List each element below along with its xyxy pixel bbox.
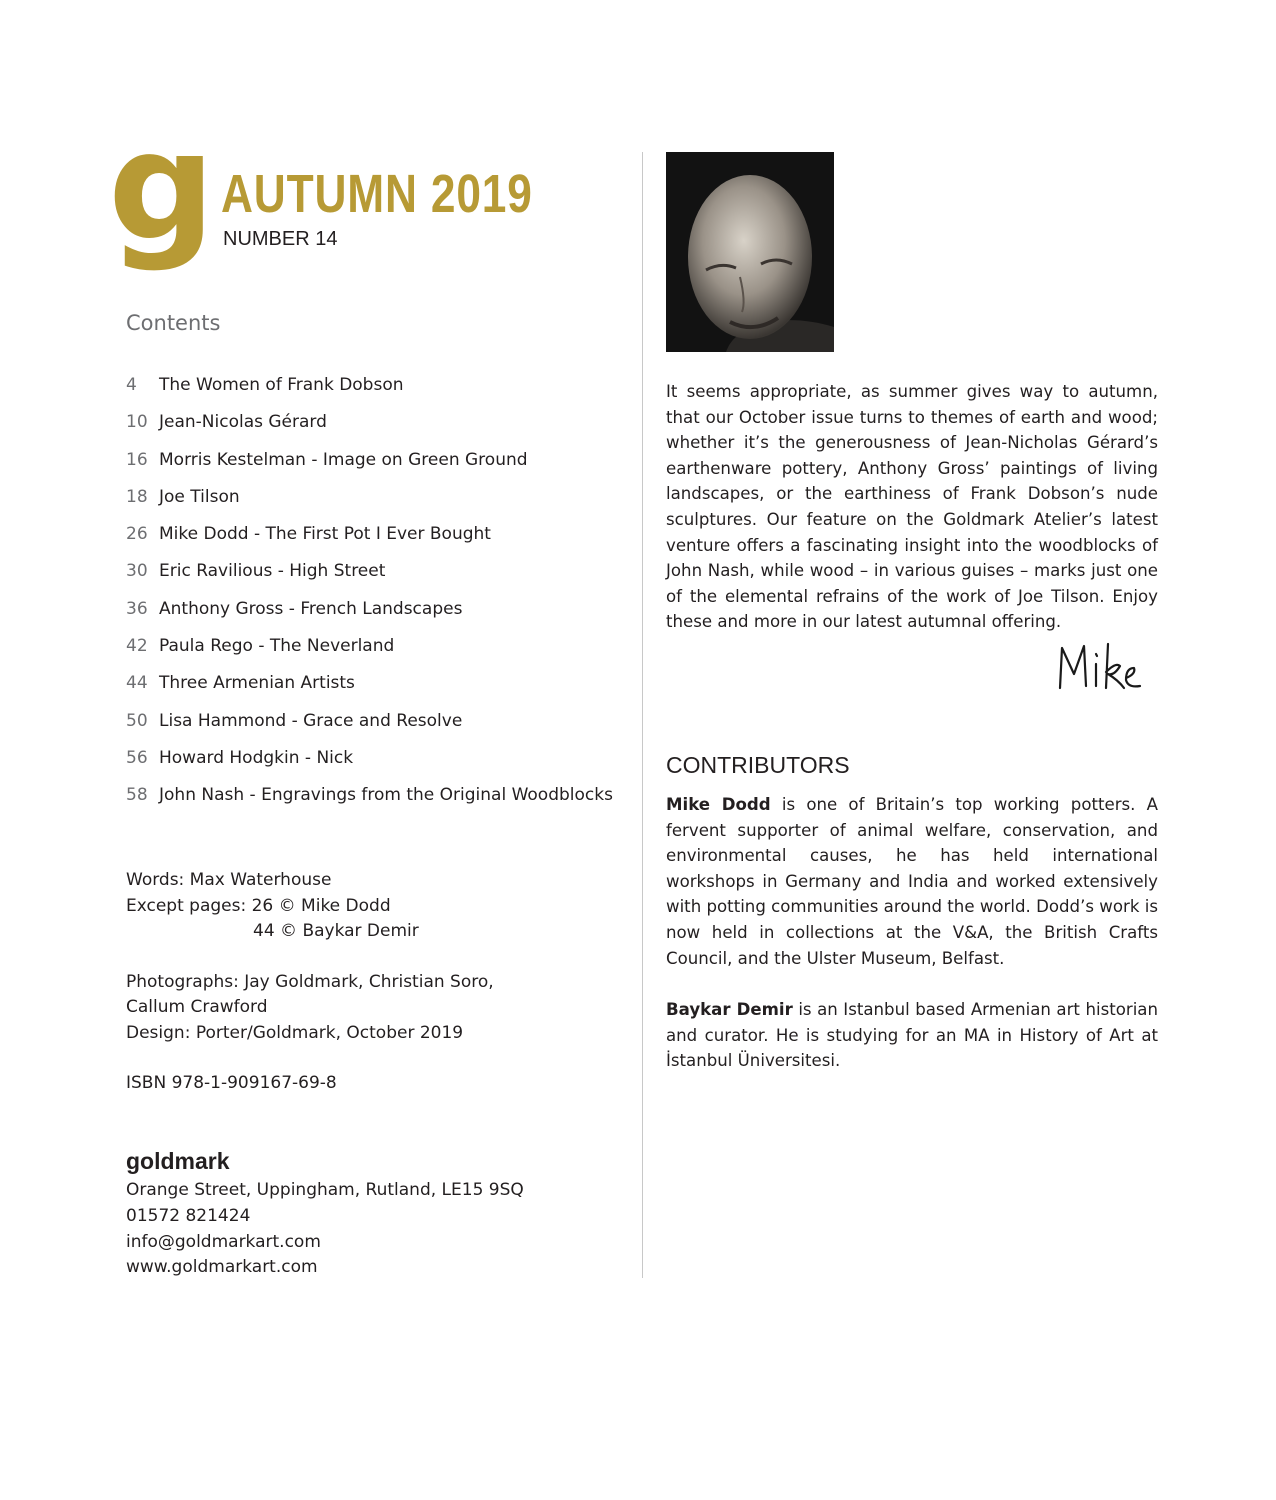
publisher-phone: 01572 821424 <box>126 1205 251 1226</box>
contents-item-title: John Nash - Engravings from the Original Woodblocks <box>159 785 613 806</box>
column-divider <box>642 152 643 1278</box>
contents-page-number: 56 <box>126 747 148 768</box>
credit-photographs: Photographs: Jay Goldmark, Christian Soro, <box>126 971 494 992</box>
contents-item-title: Three Armenian Artists <box>159 673 355 694</box>
credits-block <box>126 868 494 1097</box>
credit-photographs-cont: Callum Crawford <box>126 997 268 1017</box>
publisher-contact <box>126 1178 524 1281</box>
contents-item[interactable] <box>126 708 613 745</box>
credit-except-2: 44 © Baykar Demir <box>253 921 419 941</box>
issue-number: NUMBER 14 <box>223 228 338 250</box>
contents-item[interactable] <box>126 633 613 670</box>
contents-list <box>126 372 613 820</box>
contents-item[interactable] <box>126 409 613 446</box>
contents-item-title: Anthony Gross - French Landscapes <box>159 598 463 619</box>
contributor-name: Baykar Demir <box>666 1000 793 1019</box>
contributors-heading: CONTRIBUTORS <box>666 752 850 778</box>
contents-item[interactable] <box>126 447 613 484</box>
contents-item-title: Morris Kestelman - Image on Green Ground <box>159 449 528 470</box>
contents-heading: Contents <box>126 311 221 335</box>
contents-item[interactable] <box>126 558 613 595</box>
contents-item[interactable] <box>126 670 613 707</box>
issue-season-title: AUTUMN 2019 <box>221 164 533 224</box>
contents-item-title: Lisa Hammond - Grace and Resolve <box>159 710 463 731</box>
credit-design: Design: Porter/Goldmark, October 2019 <box>126 1022 464 1043</box>
contents-page-number: 42 <box>126 636 148 657</box>
contributor-bio <box>666 792 1158 971</box>
editor-introduction: It seems appropriate, as summer gives way to autumn, that our October issue turns to themes of earth and wood; whether it’s the generousness of Jean-Nicholas Gérard’s earthenware pottery, Anthony Gross’ paintings of living landscapes, or the earthiness of Frank Dobson’s nude sculptures. Our feature on the Goldmark Atelier’s latest venture offers a fascinating insight into the woodblocks of John Nash, while wood – in various guises – marks just one of the elemental refrains of the work of Joe Tilson. Enjoy these and more in our latest autumnal offering. <box>666 382 1158 632</box>
contents-page-number: 36 <box>126 598 148 619</box>
publisher-website[interactable]: www.goldmarkart.com <box>126 1257 318 1278</box>
contents-page-number: 18 <box>126 486 148 507</box>
contributor-description: is one of Britain’s top working potters. A fervent supporter of animal welfare, conservation, and environmental causes, he has held international workshops in Germany and India and worked extensively with potting communities around the world. Dodd’s work is now held in collections at the V&A, the British Crafts Council, and the Ulster Museum, Belfast. <box>666 795 1158 968</box>
contents-item-title: Joe Tilson <box>159 486 240 507</box>
contents-page-number: 16 <box>126 449 148 470</box>
contents-item-title: Paula Rego - The Neverland <box>159 636 395 657</box>
publisher-email[interactable]: info@goldmarkart.com <box>126 1231 321 1252</box>
credit-except-1: Except pages: 26 © Mike Dodd <box>126 895 391 916</box>
contents-item[interactable] <box>126 782 613 819</box>
contents-page-number: 26 <box>126 524 148 545</box>
publisher-name: goldmark <box>126 1148 230 1174</box>
contributor-description: is an Istanbul based Armenian art historian and curator. He is studying for an MA in History of Art at İstanbul Üniversitesi. <box>666 1000 1158 1071</box>
publisher-address: Orange Street, Uppingham, Rutland, LE15 9SQ <box>126 1180 524 1200</box>
isbn: ISBN 978-1-909167-69-8 <box>126 1073 337 1093</box>
editor-signature <box>1050 626 1150 706</box>
contributor-name: Mike Dodd <box>666 795 771 814</box>
contents-page-number: 10 <box>126 412 148 433</box>
contents-item-title: Mike Dodd - The First Pot I Ever Bought <box>159 524 491 545</box>
contents-page-number: 44 <box>126 673 148 694</box>
contents-page-number: 58 <box>126 785 148 806</box>
contents-item[interactable] <box>126 521 613 558</box>
credit-words: Words: Max Waterhouse <box>126 870 332 890</box>
contents-page-number: 50 <box>126 710 148 731</box>
editor-portrait-photo <box>666 152 834 352</box>
contents-item-title: Howard Hodgkin - Nick <box>159 747 354 768</box>
contents-item[interactable] <box>126 745 613 782</box>
goldmark-logo-letter: g <box>108 100 212 274</box>
contents-item[interactable] <box>126 372 613 409</box>
contents-item[interactable] <box>126 596 613 633</box>
contents-page-number: 4 <box>126 375 137 395</box>
contributor-bio <box>666 997 1158 1074</box>
contents-item-title: The Women of Frank Dobson <box>159 375 404 395</box>
contents-page-number: 30 <box>126 561 148 582</box>
contents-item-title: Jean-Nicolas Gérard <box>159 412 327 433</box>
contents-item-title: Eric Ravilious - High Street <box>159 561 386 582</box>
contents-item[interactable] <box>126 484 613 521</box>
